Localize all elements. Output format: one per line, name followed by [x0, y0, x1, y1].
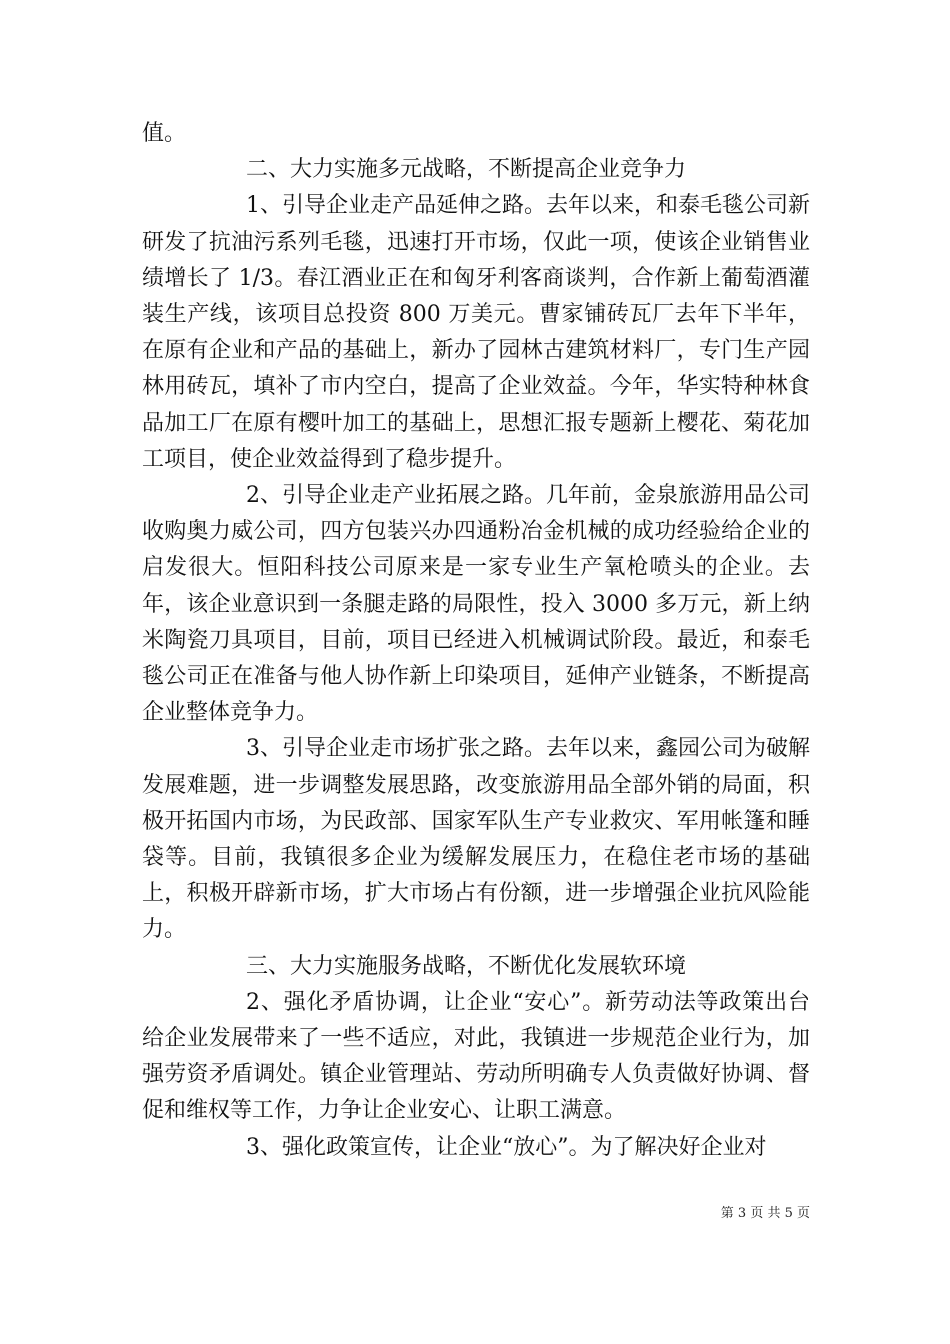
paragraph-continuation: 值。 [142, 121, 187, 146]
paragraph-market-expansion: 3、引导企业走市场扩张之路。去年以来，鑫园公司为破解发展难题，进一步调整发展思路，改变旅游用品全部外销的局面，积极开拓国内市场，为民政部、国家军队生产专业救灾、军用帐篷和睡袋等。目前，我镇很多企业为缓解发展压力，在稳住老市场的基础上，积极开辟新市场，扩大市场占有份额，进一步增强企业抗风险能力。 [142, 736, 810, 943]
section-heading-2: 二、大力实施多元战略，不断提高企业竞争力 [246, 157, 687, 183]
paragraph-conflict-coordination: 2、强化矛盾协调，让企业“安心”。新劳动法等政策出台给企业发展带来了一些不适应，对此，我镇进一步规范企业行为，加强劳资矛盾调处。镇企业管理站、劳动所明确专人负责做好协调、督促和维权等工作，力争让企业安心、让职工满意。 [142, 989, 810, 1124]
page-number-footer: 第 3 页 共 5 页 [720, 1206, 810, 1221]
paragraph-product-extension: 1、引导企业走产品延伸之路。去年以来，和泰毛毯公司新研发了抗油污系列毛毯，迅速打开市场，仅此一项，使该企业销售业绩增长了 1/3。春江酒业正在和匈牙利客商谈判，合作新上葡萄酒灌装生产线，该项目总投资 800 万美元。曹家铺砖瓦厂去年下半年，在原有企业和产品的基础上，新办了园林古建筑材料厂，专门生产园林用砖瓦，填补了市内空白，提高了企业效益。今年，华实特种林食品加工厂在原有樱叶加工的基础上，思想汇报专题新上樱花、菊花加工项目，使企业效益得到了稳步提升。 [142, 193, 810, 472]
section-heading-3: 三、大力实施服务战略，不断优化发展软环境 [246, 953, 687, 979]
document-body [142, 116, 810, 1166]
paragraph-industry-expansion: 2、引导企业走产业拓展之路。几年前，金泉旅游用品公司收购奥力威公司，四方包装兴办四通粉冶金机械的成功经验给企业的启发很大。恒阳科技公司原来是一家专业生产氧枪喷头的企业。去年，该企业意识到一条腿走路的局限性，投入 3000 多万元，新上纳米陶瓷刀具项目，目前，项目已经进入机械调试阶段。最近，和泰毛毯公司正在准备与他人协作新上印染项目，延伸产业链条，不断提高企业整体竞争力。 [142, 483, 810, 726]
paragraph-policy-publicity: 3、强化政策宣传，让企业“放心”。为了解决好企业对 [246, 1134, 767, 1160]
